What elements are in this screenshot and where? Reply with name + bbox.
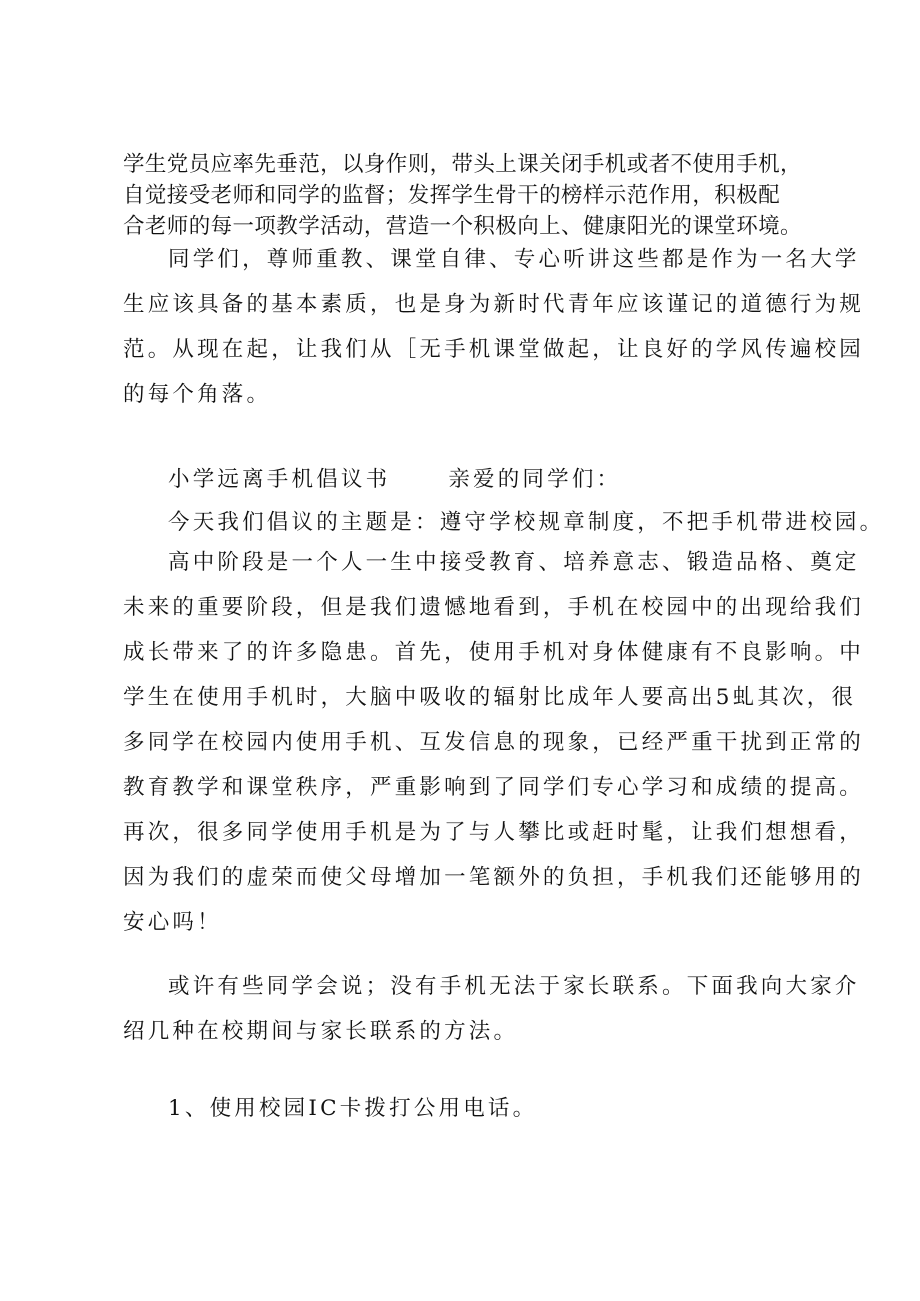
text-line: 今天我们倡议的主题是：遵守学校规章制度，不把手机带进校园。	[168, 510, 885, 535]
list-item-ic-card	[123, 1086, 819, 1131]
text-line: 合老师的每一项教学活动，营造一个积极向上、健康阳光的课堂环境。	[123, 214, 802, 239]
paragraph-classmates	[123, 237, 865, 417]
salutation: 亲爱的同学们：	[448, 467, 622, 492]
text-line: 成长带来了的许多隐患。首先，使用手机对身体健康有不良影响。中	[123, 640, 865, 665]
text-line: 或许有些同学会说；没有手机无法于家长联系。下面我向大家介	[168, 974, 860, 999]
text-line: 的每个角落。	[123, 382, 272, 407]
text-line: 再次，很多同学使用手机是为了与人攀比或赶时髦，让我们想想看，	[123, 820, 865, 845]
text-line: 1、使用校园IC卡拨打公用电话。	[168, 1096, 538, 1121]
text-line: 安心吗！	[123, 910, 222, 935]
text-line: 范。从现在起，让我们从［无手机课堂做起，让良好的学风传遍校园	[123, 337, 865, 362]
paragraph-party-members	[123, 149, 819, 242]
paragraph-contact-methods	[123, 964, 860, 1054]
paragraph-theme	[123, 500, 885, 545]
text-line: 学生在使用手机时，大脑中吸收的辐射比成年人要高出5虬其次，很	[123, 685, 857, 710]
text-line: 同学们，尊师重教、课堂自律、专心听讲这些都是作为一名大学	[168, 247, 860, 272]
text-line: 多同学在校园内使用手机、互发信息的现象，已经严重干扰到正常的	[123, 730, 865, 755]
heading-line	[123, 457, 819, 502]
text-line: 因为我们的虚荣而使父母增加一笔额外的负担，手机我们还能够用的	[123, 865, 865, 890]
proposal-title: 小学远离手机倡议书	[168, 467, 391, 492]
paragraph-high-school	[123, 540, 865, 945]
text-line: 学生党员应率先垂范，以身作则，带头上课关闭手机或者不使用手机，	[123, 152, 802, 177]
text-line: 高中阶段是一个人一生中接受教育、培养意志、锻造品格、奠定	[168, 550, 860, 575]
text-line: 绍几种在校期间与家长联系的方法。	[123, 1019, 519, 1044]
text-line: 未来的重要阶段，但是我们遗憾地看到，手机在校园中的出现给我们	[123, 595, 865, 620]
text-line: 生应该具备的基本素质，也是身为新时代青年应该谨记的道德行为规	[123, 292, 865, 317]
text-line: 自觉接受老师和同学的监督；发挥学生骨干的榜样示范作用，积极配	[123, 183, 781, 208]
text-line: 教育教学和课堂秩序，严重影响到了同学们专心学习和成绩的提高。	[123, 775, 865, 800]
